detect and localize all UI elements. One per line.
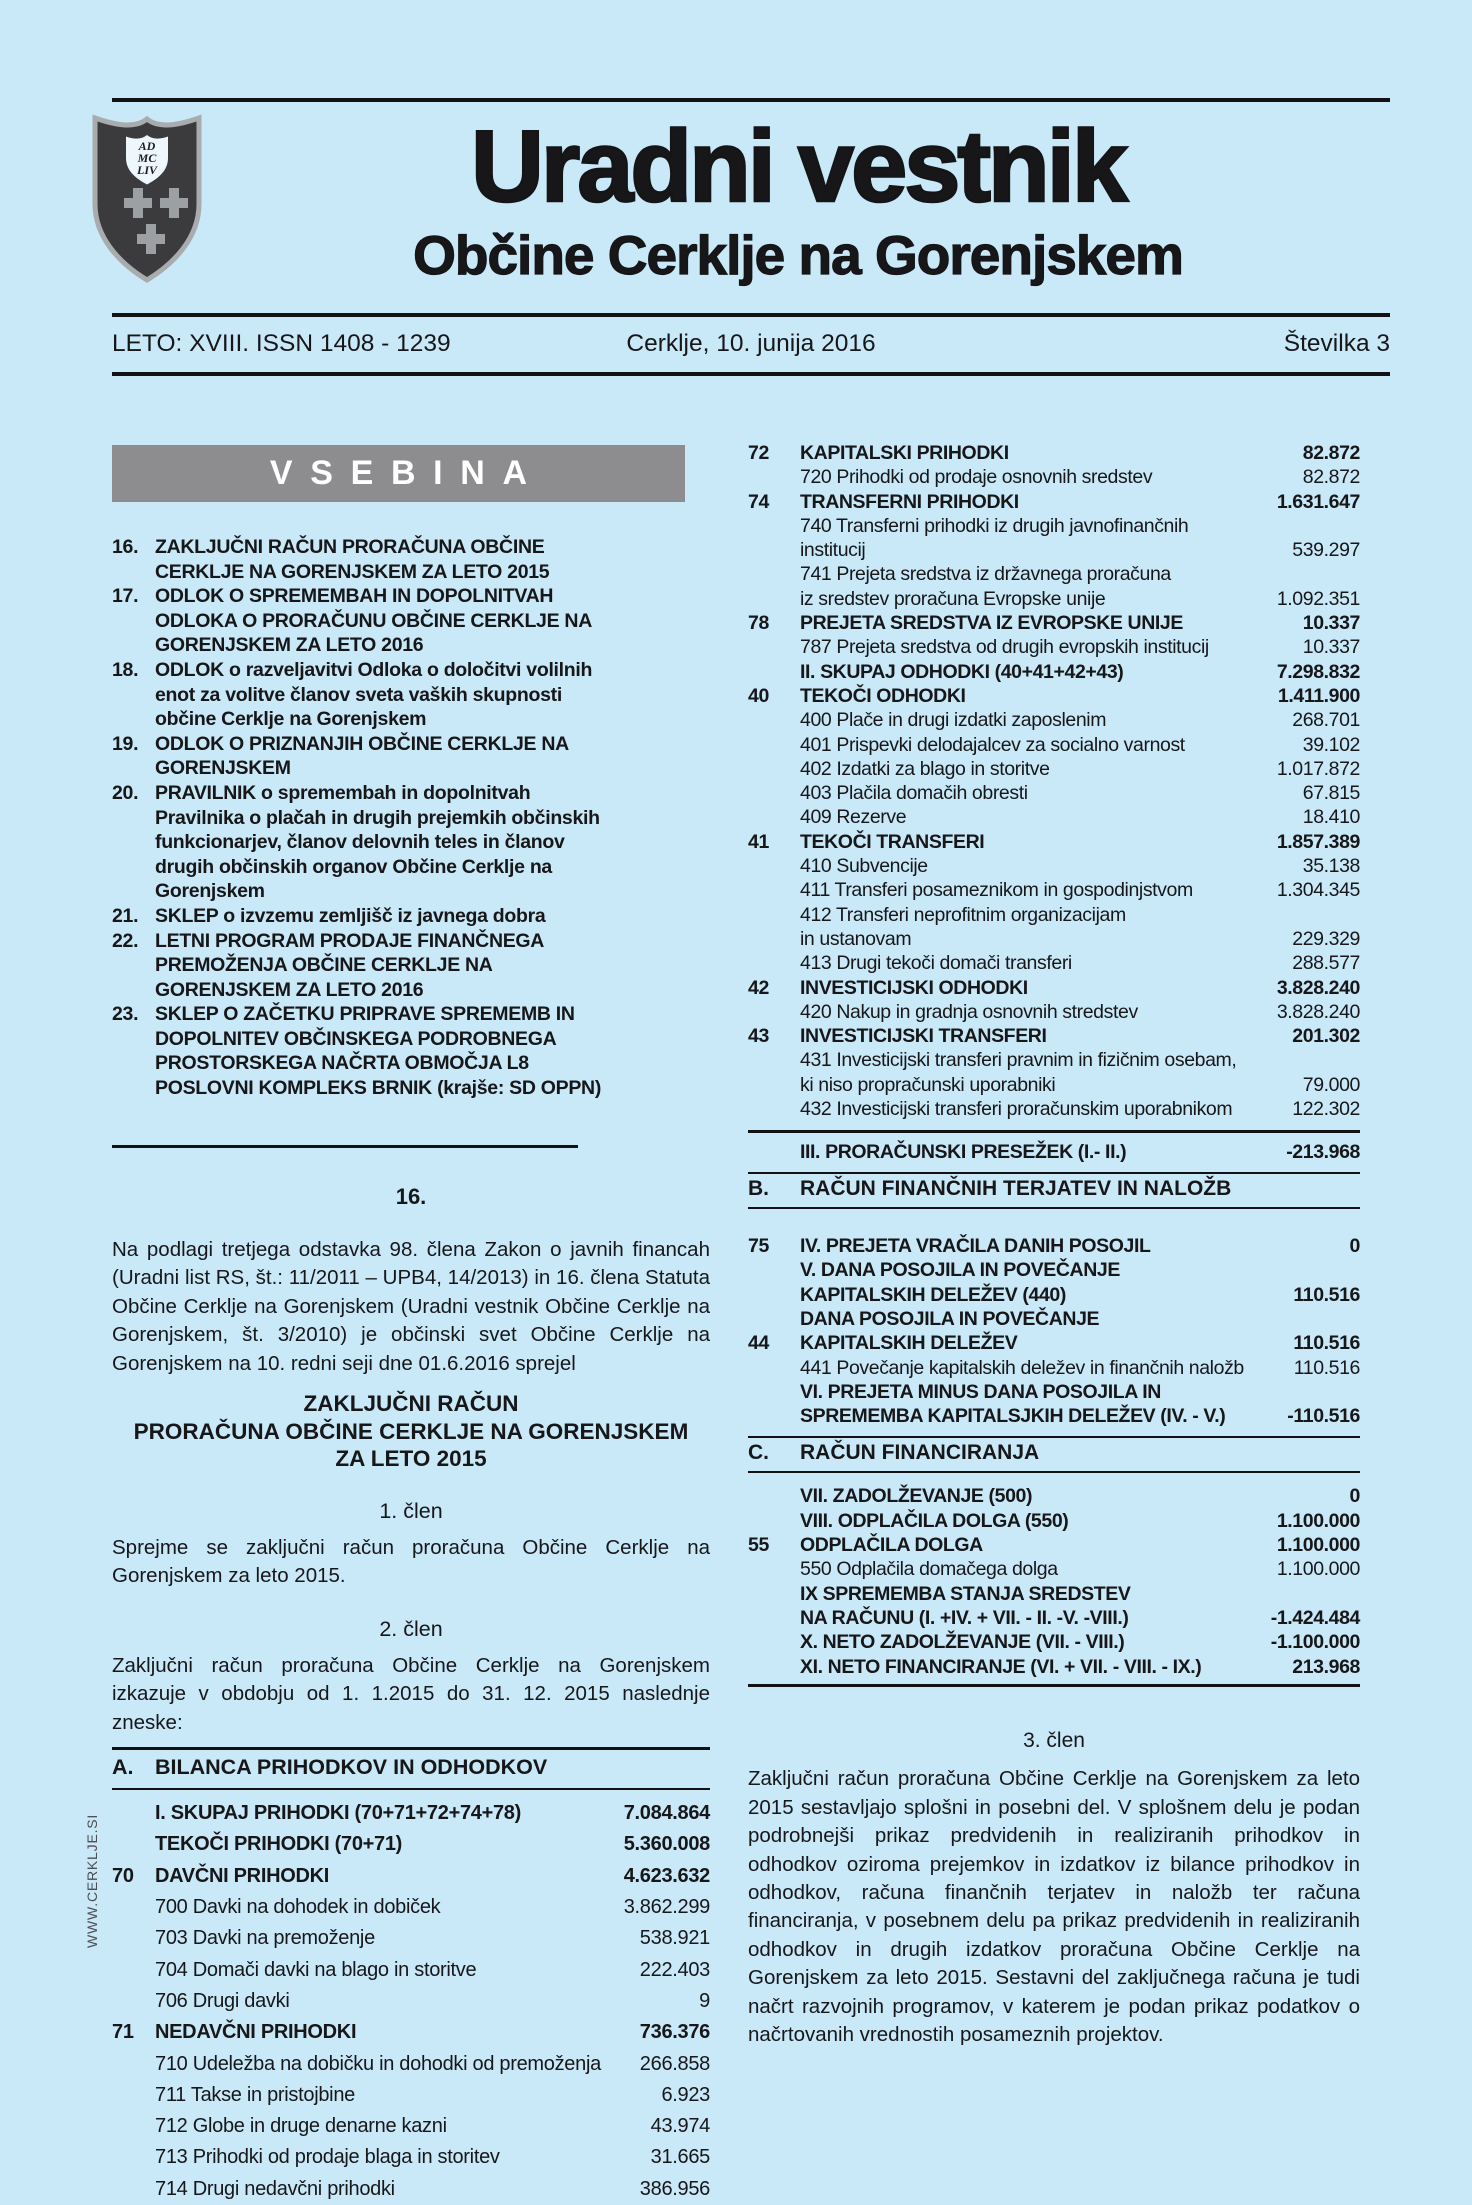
budget-row-value: 79.000 (1302, 1073, 1360, 1096)
budget-row-value: 7.298.832 (1276, 660, 1360, 683)
budget-row-label: II. SKUPAJ ODHODKI (40+41+42+43) (800, 660, 1124, 683)
budget-row (748, 708, 1360, 732)
budget-row-value: 1.411.900 (1277, 684, 1360, 707)
budget-row (112, 1923, 710, 1954)
clen-3-paragraph: Zaključni račun proračuna Občine Cerklje na Gorenjskem za leto 2015 sestavljajo splošni in posebni del. V splošnem delu je podan podrobnejši prikaz predvidenih in realiziranih prihodkov in odhodkov oziroma prejemkov in izdatkov iz bilance prihodkov in odhodkov, računa finančnih terjatev in naložb ter računa financiranja, v posebnem delu pa prikaz predvidenih in realiziranih odhodkov in drugih izdatkov proračuna Občine Cerklje na Gorenjskem za leto 2015. Sestavni del zaključnega računa je tudi načrt razvojnih programov, v katerem je podan prikaz podatkov o načrtovanih vrednostih posameznih projektov. (748, 1767, 1360, 2047)
toc-item (112, 781, 608, 904)
budget-row (748, 757, 1360, 781)
budget-row-label: 410 Subvencije (800, 855, 928, 878)
budget-row (748, 562, 1360, 611)
budget-row-label: 787 Prejeta sredstva od drugih evropskih institucij (800, 636, 1209, 659)
budget-row (748, 1097, 1360, 1121)
budget-row-value: 35.138 (1302, 855, 1360, 878)
issue-number: Številka 3 (1283, 330, 1390, 357)
toc-item (112, 929, 608, 1003)
budget-row-value: 1.857.389 (1276, 830, 1360, 853)
budget-row (112, 2174, 710, 2205)
budget-row-value: 1.304.345 (1276, 879, 1360, 902)
toc-item (112, 904, 608, 929)
gazette-subtitle: Občine Cerklje na Gorenjskem (413, 224, 1183, 287)
budget-row-value: 110.516 (1293, 1356, 1360, 1379)
clen-1-paragraph: Sprejme se zaključni račun proračuna Občine Cerklje na Gorenjskem za leto 2015. (112, 1535, 710, 1588)
budget-row-label: DANA POSOJILA IN POVEČANJE KAPITALSKIH DELEŽEV (800, 1308, 1100, 1355)
toc-item (112, 658, 608, 732)
toc-header-label: VSEBINA (269, 454, 545, 492)
budget-row-label: INVESTICIJSKI ODHODKI (800, 976, 1028, 999)
municipal-coat-of-arms-icon (88, 112, 206, 285)
budget-row-value: 229.329 (1292, 927, 1360, 950)
budget-row-value: 5.360.008 (623, 1833, 710, 1856)
budget-section-b-title: RAČUN FINANČNIH TERJATEV IN NALOŽB (800, 1177, 1232, 1201)
budget-section-c-title: RAČUN FINANCIRANJA (800, 1441, 1040, 1465)
budget-row (112, 1861, 710, 1892)
budget-row-value: 1.631.647 (1276, 490, 1360, 513)
left-column (112, 445, 710, 2205)
toc-item-title: ODLOK O PRIZNANJIH OBČINE CERKLJE NA GORENJSKEM (155, 732, 569, 780)
budget-row-label: INVESTICIJSKI TRANSFERI (800, 1025, 1047, 1048)
toc-item-number: 16. (112, 536, 139, 558)
budget-row (112, 2142, 710, 2173)
budget-row (748, 854, 1360, 878)
logo-motto-line-2: MC (137, 151, 157, 165)
budget-row-label: 431 Investicijski transferi pravnim in fizičnim osebam, ki niso propračunski uporabniki (800, 1049, 1237, 1096)
budget-row (748, 441, 1360, 465)
toc-item-title: SKLEP o izvzemu zemljišč iz javnega dobra (155, 904, 546, 927)
budget-row (748, 465, 1360, 489)
budget-row (748, 976, 1360, 1000)
budget-row-label: XI. NETO FINANCIRANJE (VI. + VII. - VIII. - IX.) (800, 1655, 1202, 1678)
budget-row (748, 951, 1360, 975)
budget-row-value: 3.862.299 (623, 1896, 710, 1919)
budget-row-code: 72 (748, 442, 769, 464)
budget-row (748, 635, 1360, 659)
article-title-line: PRORAČUNA OBČINE CERKLJE NA GORENJSKEM (133, 1418, 689, 1444)
budget-row (112, 1798, 710, 1829)
budget-row-code: 40 (748, 684, 769, 707)
budget-table-a-left (112, 1798, 710, 2205)
budget-row-value: 10.337 (1302, 636, 1360, 659)
clen-2-heading: 2. člen (379, 1616, 443, 1641)
budget-row (112, 2111, 710, 2142)
budget-row-value: 222.403 (639, 1958, 710, 1981)
article-title-line: ZA LETO 2015 (335, 1446, 487, 1472)
toc-item-number: 18. (112, 658, 139, 681)
top-divider (112, 98, 1390, 102)
budget-row-label: PREJETA SREDSTVA IZ EVROPSKE UNIJE (800, 612, 1183, 635)
budget-section-b-letter: B. (748, 1177, 769, 1201)
toc-end-divider (112, 1145, 578, 1148)
budget-row (112, 2080, 710, 2111)
issue-place-date: Cerklje, 10. junija 2016 (626, 330, 876, 357)
budget-row-label: VII. ZADOLŽEVANJE (500) (800, 1485, 1033, 1508)
budget-row-label: III. PRORAČUNSKI PRESEŽEK (I.- II.) (800, 1140, 1127, 1163)
budget-row-label: 411 Transferi posameznikom in gospodinjstvom (800, 879, 1193, 902)
budget-row (748, 1258, 1360, 1307)
budget-row-label: 420 Nakup in gradnja osnovnih stredstev (800, 1000, 1138, 1023)
toc-item-number: 23. (112, 1003, 139, 1026)
budget-section-a-header (112, 1747, 710, 1790)
budget-row-value: 6.923 (661, 2083, 710, 2106)
budget-table-c (748, 1484, 1360, 1678)
budget-row-label: 550 Odplačila domačega dolga (800, 1558, 1058, 1581)
budget-row-value: 1.092.351 (1276, 587, 1360, 610)
budget-row-label: 403 Plačila domačih obresti (800, 782, 1028, 805)
right-column (748, 441, 1360, 2049)
budget-row-label: VIII. ODPLAČILA DOLGA (550) (800, 1509, 1069, 1532)
budget-row-value: -1.100.000 (1270, 1631, 1360, 1654)
budget-row-label: V. DANA POSOJILA IN POVEČANJE KAPITALSKIH DELEŽEV (440) (800, 1259, 1120, 1306)
toc-item (112, 732, 608, 781)
surplus-divider (748, 1130, 1360, 1133)
budget-row-label: 712 Globe in druge denarne kazni (155, 2115, 447, 2138)
budget-row-label: 741 Prejeta sredstva iz državnega proračuna iz sredstev proračuna Evropske unije (800, 563, 1171, 610)
budget-section-b-header (748, 1172, 1360, 1209)
budget-row (748, 830, 1360, 854)
budget-row-value: 213.968 (1292, 1655, 1360, 1678)
clen-3-heading: 3. člen (1023, 1729, 1085, 1753)
budget-row-label: KAPITALSKI PRIHODKI (800, 442, 1009, 464)
budget-row-value: 288.577 (1292, 952, 1360, 975)
budget-row (748, 490, 1360, 514)
toc-item-title: SKLEP O ZAČETKU PRIPRAVE SPREMEMB IN DOPOLNITEV OBČINSKEGA PODROBNEGA PROSTORSKEGA NAČRTA OBMOČJA L8 POSLOVNI KOMPLEKS BRNIK (krajše: SD OPPN) (155, 1003, 602, 1100)
budget-row-label: 400 Plače in drugi izdatki zaposlenim (800, 709, 1107, 732)
budget-row-label: 711 Takse in pristojbine (155, 2083, 355, 2106)
clen-1-heading: 1. člen (379, 1498, 443, 1523)
budget-row-value: -213.968 (1286, 1140, 1360, 1163)
budget-row-label: 402 Izdatki za blago in storitve (800, 757, 1050, 780)
budget-row-label: 401 Prispevki delodajalcev za socialno varnost (800, 733, 1185, 756)
info-bar-divider (112, 372, 1390, 376)
masthead-divider (112, 313, 1390, 317)
budget-row-code: 71 (112, 2021, 134, 2044)
budget-row (748, 1140, 1360, 1164)
budget-row (748, 1307, 1360, 1356)
budget-row-label: ODPLAČILA DOLGA (800, 1534, 983, 1557)
budget-row-code: 70 (112, 1864, 134, 1887)
budget-row (748, 1533, 1360, 1557)
budget-row (748, 1356, 1360, 1380)
article-title-line: ZAKLJUČNI RAČUN (303, 1391, 519, 1417)
budget-row-code: 78 (748, 612, 769, 635)
budget-row (112, 1829, 710, 1860)
issue-year-issn: LETO: XVIII. ISSN 1408 - 1239 (112, 330, 451, 357)
budget-row-label: 714 Drugi nedavčni prihodki (155, 2177, 395, 2200)
budget-row-code: 44 (748, 1332, 769, 1355)
budget-row-label: 409 Rezerve (800, 806, 907, 829)
website-vertical-label: WWW.CERKLJE.SI (84, 1813, 100, 1948)
budget-row-label: I. SKUPAJ PRIHODKI (70+71+72+74+78) (155, 1802, 521, 1825)
logo-motto-line-1: AD (138, 139, 156, 153)
budget-row (748, 1582, 1360, 1631)
budget-section-c-header (748, 1436, 1360, 1473)
budget-row-label: VI. PREJETA MINUS DANA POSOJILA IN SPREMEMBA KAPITALSJKIH DELEŽEV (IV. - V.) (800, 1380, 1226, 1428)
budget-row (748, 903, 1360, 952)
budget-row-label: DAVČNI PRIHODKI (155, 1864, 330, 1887)
budget-row-label: IX SPREMEMBA STANJA SREDSTEV NA RAČUNU (I. +IV. + VII. - II. -V. -VIII.) (800, 1582, 1131, 1629)
budget-row-value: 7.084.864 (623, 1802, 710, 1825)
budget-row (748, 684, 1360, 708)
clen-2-paragraph: Zaključni račun proračuna Občine Cerklje na Gorenjskem izkazuje v obdobju od 1. 1.2015 do 31. 12. 2015 naslednje zneske: (112, 1653, 710, 1734)
budget-end-divider (748, 1684, 1360, 1688)
budget-row-value: 268.701 (1292, 709, 1360, 732)
gazette-title: Uradni vestnik (470, 111, 1125, 223)
budget-table-b (748, 1234, 1360, 1428)
budget-row-value: -1.424.484 (1270, 1606, 1360, 1629)
budget-row-value: 4.623.632 (623, 1864, 710, 1887)
budget-row-label: 704 Domači davki na blago in storitve (155, 1958, 477, 1981)
budget-row-value: -110.516 (1287, 1405, 1360, 1428)
budget-row-label: X. NETO ZADOLŽEVANJE (VII. - VIII.) (800, 1631, 1125, 1654)
budget-row-value: 82.872 (1302, 442, 1360, 464)
budget-row-label: 441 Povečanje kapitalskih deležev in finančnih naložb (800, 1356, 1244, 1379)
budget-table-a-right (748, 441, 1360, 1121)
budget-row-label: 710 Udeležba na dobičku in dohodki od premoženja (155, 2052, 601, 2075)
budget-row-value: 18.410 (1302, 806, 1360, 829)
budget-row-label: 740 Transferni prihodki iz drugih javnofinančnih institucij (800, 514, 1189, 562)
budget-row-value: 266.858 (639, 2052, 710, 2075)
budget-row-label: 720 Prihodki od prodaje osnovnih sredstev (800, 466, 1153, 489)
budget-row (748, 611, 1360, 635)
toc-item-title: PRAVILNIK o spremembah in dopolnitvah Pravilnika o plačah in drugih prejemkih občinskih funkcionarjev, članov delovnih teles in članov drugih občinskih organov Občine Cerklje na Gorenjskem (155, 781, 600, 903)
budget-row (112, 1955, 710, 1986)
budget-row (748, 781, 1360, 805)
budget-row-value: 122.302 (1292, 1098, 1360, 1121)
budget-row-value: 43.974 (650, 2115, 710, 2138)
budget-row (748, 1655, 1360, 1679)
toc-item-number: 22. (112, 929, 139, 952)
budget-row-value: 1.100.000 (1276, 1509, 1360, 1532)
budget-section-a-title: BILANCA PRIHODKOV IN ODHODKOV (155, 1755, 548, 1780)
budget-row-value: 386.956 (639, 2177, 710, 2200)
budget-row-value: 110.516 (1293, 1332, 1360, 1355)
budget-row-code: 74 (748, 490, 769, 513)
toc-item-number: 17. (112, 585, 139, 608)
budget-row-label: TRANSFERNI PRIHODKI (800, 490, 1019, 513)
budget-row-value: 1.100.000 (1276, 1558, 1360, 1581)
toc-item-title: ODLOK o razveljavitvi Odloka o določitvi volilnih enot za volitve članov sveta vaških skupnosti občine Cerklje na Gorenjskem (155, 658, 593, 731)
budget-row-label: 412 Transferi neprofitnim organizacijam in ustanovam (800, 903, 1126, 950)
budget-row (748, 1630, 1360, 1654)
budget-row-code: 43 (748, 1025, 769, 1048)
budget-row-value: 538.921 (639, 1927, 710, 1950)
budget-row-value: 0 (1349, 1485, 1360, 1508)
budget-section-a-letter: A. (112, 1755, 134, 1780)
budget-row-value: 539.297 (1292, 539, 1360, 562)
budget-row-label: NEDAVČNI PRIHODKI (155, 2021, 357, 2044)
issue-info-bar (112, 330, 1390, 358)
budget-row (112, 2017, 710, 2048)
budget-row (748, 1024, 1360, 1048)
toc-item-number: 19. (112, 732, 139, 755)
budget-row-label: 703 Davki na premoženje (155, 1927, 375, 1950)
budget-row-code: 75 (748, 1235, 769, 1258)
budget-row-value: 82.872 (1302, 466, 1360, 489)
masthead (206, 111, 1390, 287)
budget-row-label: 413 Drugi tekoči domači transferi (800, 952, 1072, 975)
budget-row-label: 700 Davki na dohodek in dobiček (155, 1896, 441, 1919)
article-intro-paragraph: Na podlagi tretjega odstavka 98. člena Zakon o javnih financah (Uradni list RS, št.: 11/2011 – UPB4, 14/2013) in 16. člena Statuta Občine Cerklje na Gorenjskem (Uradni vestnik Občine Cerklje na Gorenjskem, št. 3/2010) je občinski svet Občine Cerklje na Gorenjskem na 10. redni seji dne 01.6.2016 sprejel (112, 1237, 710, 1375)
budget-row (112, 1892, 710, 1923)
budget-section-c-letter: C. (748, 1441, 769, 1465)
toc-header-bar (112, 445, 685, 502)
budget-row (748, 514, 1360, 563)
budget-row-code: 42 (748, 976, 769, 999)
toc-item (112, 584, 608, 658)
toc-item-title: ODLOK O SPREMEMBAH IN DOPOLNITVAH ODLOKA O PRORAČUNU OBČINE CERKLJE NA GORENJSKEM ZA LETO 2016 (155, 585, 592, 657)
budget-row-value: 3.828.240 (1276, 976, 1360, 999)
budget-row (748, 1484, 1360, 1508)
budget-row (748, 1557, 1360, 1581)
budget-surplus-row (748, 1140, 1360, 1164)
budget-row-value: 0 (1349, 1235, 1360, 1258)
toc-item (112, 535, 608, 584)
budget-row-code: 41 (748, 830, 769, 853)
budget-row (748, 1509, 1360, 1533)
budget-row-label: 713 Prihodki od prodaje blaga in storitev (155, 2146, 500, 2169)
budget-row-value: 110.516 (1293, 1283, 1360, 1306)
budget-row (748, 1048, 1360, 1097)
budget-row (748, 660, 1360, 684)
article-title (112, 1390, 710, 1473)
toc-item-number: 20. (112, 781, 139, 804)
toc-item-title: LETNI PROGRAM PRODAJE FINANČNEGA PREMOŽENJA OBČINE CERKLJE NA GORENJSKEM ZA LETO 2016 (155, 929, 544, 1001)
budget-row-value: 1.017.872 (1276, 757, 1360, 780)
budget-row-label: 706 Drugi davki (155, 1989, 290, 2012)
budget-row-label: IV. PREJETA VRAČILA DANIH POSOJIL (800, 1235, 1151, 1258)
budget-row-label: TEKOČI ODHODKI (800, 684, 966, 707)
budget-row-value: 3.828.240 (1276, 1000, 1360, 1023)
budget-row-value: 736.376 (639, 2021, 710, 2044)
budget-row-value: 201.302 (1292, 1025, 1360, 1048)
budget-row (112, 1986, 710, 2017)
budget-row (748, 1000, 1360, 1024)
budget-row-value: 1.100.000 (1276, 1534, 1360, 1557)
logo-motto-line-3: LIV (136, 163, 158, 177)
budget-row (748, 1380, 1360, 1429)
budget-row-code: 55 (748, 1534, 769, 1557)
budget-row-value: 31.665 (650, 2146, 710, 2169)
article-number: 16. (395, 1183, 427, 1209)
budget-row-label: TEKOČI TRANSFERI (800, 830, 985, 853)
budget-row-value: 10.337 (1302, 612, 1360, 635)
budget-row (112, 2049, 710, 2080)
toc-item-number: 21. (112, 904, 139, 927)
budget-row (748, 805, 1360, 829)
budget-row-label: 432 Investicijski transferi proračunskim uporabnikom (800, 1098, 1233, 1121)
budget-row-label: TEKOČI PRIHODKI (70+71) (155, 1833, 403, 1856)
toc-list (112, 535, 608, 1101)
budget-row (748, 733, 1360, 757)
budget-row-value: 39.102 (1302, 733, 1360, 756)
toc-item-title: ZAKLJUČNI RAČUN PRORAČUNA OBČINE CERKLJE NA GORENJSKEM ZA LETO 2015 (155, 536, 550, 583)
toc-item (112, 1002, 608, 1100)
budget-row (748, 1234, 1360, 1258)
budget-row (748, 878, 1360, 902)
budget-row-value: 9 (699, 1989, 710, 2012)
budget-row-value: 67.815 (1302, 782, 1360, 805)
